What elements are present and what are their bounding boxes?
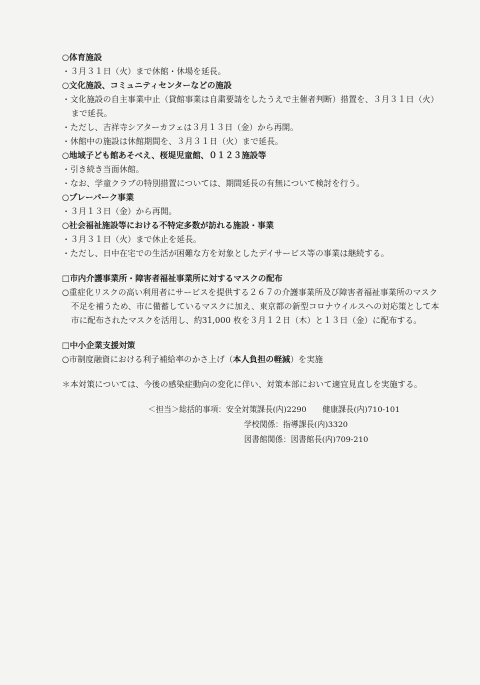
section-play-park bbox=[62, 190, 440, 218]
section-heading: ○文化施設、コミュニティセンターなどの施設 bbox=[62, 80, 232, 90]
section-sme-support bbox=[62, 338, 440, 366]
section-body: ○重症化リスクの高い利用者にサービスを提供する２６７の介護事業所及び障害者福祉事業所のマスク不足を補うため、市に備蓄しているマスクに加え、東京都の新型コロナウイルスへの対応策として本市に配布されたマスクを活用し、約31,000 枚を３月１２日（木）と１３日（金）に配布する。 bbox=[62, 287, 440, 325]
list-item: ・３月３１日（火）まで休館・休場を延長。 bbox=[62, 66, 226, 76]
body-text: ）を実施 bbox=[290, 354, 323, 364]
list-item: ・ただし、日中在宅での生活が困難な方を対象としたデイサービス等の事業は継続する。 bbox=[62, 248, 389, 258]
section-body bbox=[62, 352, 440, 366]
section-sports-facilities bbox=[62, 50, 440, 78]
section-children-facilities bbox=[62, 148, 440, 190]
section-heading: □中小企業支援対策 bbox=[62, 340, 136, 350]
contact-row bbox=[148, 402, 440, 417]
list-item: ・休館中の施設は休館期間を、３月３１日（火）まで延長。 bbox=[62, 136, 284, 146]
list-item: ・ただし、吉祥寺シアターカフェは３月１３日（金）から再開。 bbox=[62, 122, 299, 132]
body-emphasis: 本人負担の軽減 bbox=[232, 354, 291, 364]
section-heading: ○体育施設 bbox=[62, 52, 102, 62]
list-item: ・３月３１日（火）まで休止を延長。 bbox=[62, 234, 202, 244]
section-heading: ○社会福祉施設等における不特定多数が訪れる施設・事業 bbox=[62, 220, 274, 230]
contact-health: 健康課長(内)710-101 bbox=[322, 405, 400, 414]
contact-block bbox=[62, 402, 440, 447]
list-item: ・なお、学童クラブの特別措置については、期間延長の有無について検討を行う。 bbox=[62, 178, 365, 188]
list-item: ・引き続き当面休館。 bbox=[62, 164, 144, 174]
list-item: ・３月１３日（金）から再開。 bbox=[62, 206, 177, 216]
body-text: ○市制度融資における利子補給率のかさ上げ（ bbox=[62, 354, 233, 364]
section-heading: ○地域子ども館あそべえ、桜堤児童館、０１２３施設等 bbox=[62, 150, 267, 160]
contact-general: ＜担当＞総括的事項：安全対策課長(内)2290 bbox=[148, 405, 307, 414]
section-mask-distribution bbox=[62, 271, 440, 327]
section-welfare-facilities bbox=[62, 218, 440, 260]
contact-school: 学校関係：指導課長(内)3320 bbox=[244, 420, 348, 429]
section-heading: ○プレーパーク事業 bbox=[62, 192, 134, 202]
review-note: ＊本対策については、今後の感染症動向の変化に伴い、対策本部において適宜見直しを実施する。 bbox=[62, 379, 423, 389]
section-cultural-facilities bbox=[62, 78, 440, 148]
contact-library: 図書館関係：図書館長(内)709-210 bbox=[244, 435, 369, 444]
list-item: ・文化施設の自主事業中止（貸館事業は自粛要請をしたうえで主催者判断）措置を、３月３１日（火）まで延長。 bbox=[62, 94, 439, 118]
section-heading: □市内介護事業所・障害者福祉事業所に対するマスクの配布 bbox=[62, 273, 283, 283]
